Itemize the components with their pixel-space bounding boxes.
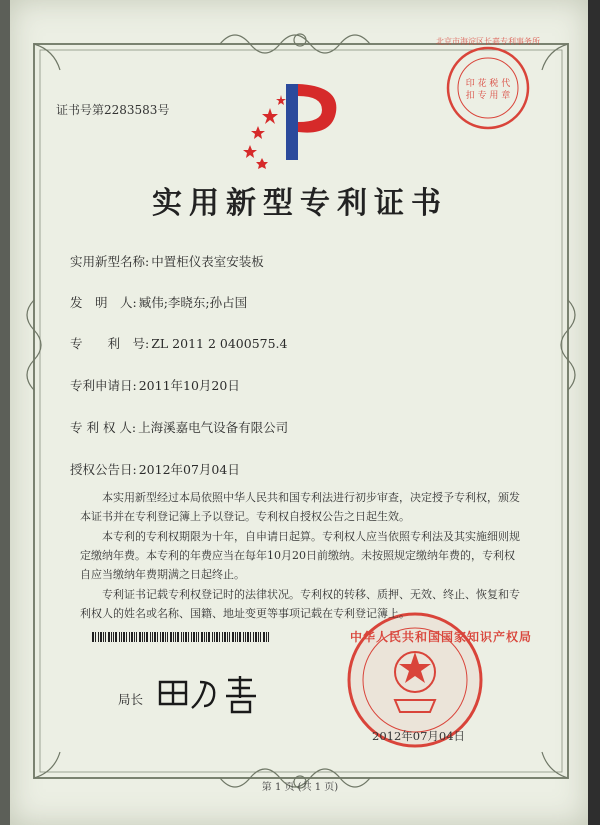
- barcode-bar: [229, 632, 230, 642]
- barcode-bar: [150, 632, 151, 642]
- field-value: 2011年10月20日: [138, 378, 240, 393]
- field-inventors: [70, 293, 247, 311]
- barcode-bar: [208, 632, 210, 642]
- barcode-bar: [162, 632, 164, 642]
- barcode-bar: [255, 632, 257, 642]
- paragraph-legal-status: 专利证书记载专利权登记时的法律状况。专利权的转移、质押、无效、终止、恢复和专利权人的姓名或名称、国籍、地址变更等事项记载在专利登记簿上。: [80, 588, 520, 620]
- barcode-bar: [152, 632, 153, 642]
- field-value: 中置柜仪表室安装板: [151, 254, 264, 269]
- barcode-bar: [227, 632, 228, 642]
- logo-star-4: [256, 158, 268, 169]
- barcode-bar: [108, 632, 110, 642]
- barcode-bar: [183, 632, 184, 642]
- field-value: 臧伟;李晓东;孙占国: [138, 295, 248, 310]
- barcode-bar: [201, 632, 203, 642]
- barcode-bar: [258, 632, 259, 642]
- barcode-bar: [245, 632, 246, 642]
- seal-date: 2012年07月04日: [372, 729, 466, 743]
- barcode-bar: [105, 632, 106, 642]
- barcode-bar: [129, 632, 130, 642]
- barcode-bar: [198, 632, 199, 642]
- barcode-bar: [222, 632, 223, 642]
- barcode-bar: [185, 632, 187, 642]
- barcode-bar: [142, 632, 143, 642]
- paragraph-term: 本专利的专利权期限为十年，自申请日起算。专利权人应当依照专利法及其实施细则规定缴纳年费。本专利的年费应当在每年10月20日前缴纳。未按照规定缴纳年费的，专利权自应当缴纳年费期满之日起终止。: [80, 530, 520, 581]
- barcode-bar: [268, 632, 269, 642]
- logo-star-2: [251, 126, 265, 139]
- barcode-bar: [170, 632, 172, 642]
- barcode-bar: [243, 632, 244, 642]
- barcode-bar: [214, 632, 215, 642]
- sipo-logo: [243, 84, 336, 169]
- barcode-bar: [131, 632, 133, 642]
- barcode-bar: [263, 632, 265, 642]
- barcode-bar: [113, 632, 114, 642]
- field-value: 上海溪嘉电气设备有限公司: [138, 420, 289, 435]
- logo-star-3: [243, 145, 257, 158]
- barcode-bar: [146, 632, 148, 642]
- field-label: 专利申请日:: [70, 378, 137, 393]
- barcode-bar: [111, 632, 112, 642]
- barcode-bar: [123, 632, 125, 642]
- barcode-bar: [196, 632, 197, 642]
- barcode-bar: [212, 632, 213, 642]
- field-value: ZL 2011 2 0400575.4: [151, 336, 288, 351]
- field-utility-model-name: [70, 252, 264, 270]
- field-application-date: [70, 376, 240, 394]
- barcode-bar: [134, 632, 135, 642]
- field-label: 专 利 权 人:: [70, 420, 137, 435]
- barcode-bar: [92, 632, 94, 642]
- field-label: 实用新型名称:: [70, 254, 150, 269]
- barcode-bar: [250, 632, 251, 642]
- barcode-bar: [266, 632, 267, 642]
- barcode-bar: [136, 632, 137, 642]
- barcode-bar: [115, 632, 117, 642]
- barcode-bar: [191, 632, 192, 642]
- barcode-bar: [204, 632, 205, 642]
- barcode-bar: [260, 632, 261, 642]
- page-number: 第 1 页 (共 1 页): [261, 782, 339, 793]
- director-signature: [160, 676, 256, 712]
- barcode-bar: [247, 632, 249, 642]
- tax-stamp-ring-text: 北京市海淀区长嘉专利事务所: [436, 37, 540, 46]
- field-patent-number: [70, 334, 288, 352]
- barcode-bar: [239, 632, 241, 642]
- certificate-title: 实用新型专利证书: [152, 186, 448, 221]
- barcode-bar: [181, 632, 182, 642]
- barcode-bar: [126, 632, 127, 642]
- barcode-bar: [100, 632, 102, 642]
- field-label: 发 明 人:: [70, 295, 137, 310]
- seal-ring-text: 中华人民共和国国家知识产权局: [350, 630, 533, 644]
- barcode-bar: [219, 632, 220, 642]
- logo-star-1: [262, 108, 278, 124]
- barcode-bar: [167, 632, 168, 642]
- barcode-bar: [160, 632, 161, 642]
- barcode: [92, 632, 272, 642]
- barcode-bar: [216, 632, 218, 642]
- barcode-bar: [177, 632, 179, 642]
- field-grant-date: [70, 460, 240, 478]
- field-value: 2012年07月04日: [138, 462, 240, 477]
- barcode-bar: [103, 632, 104, 642]
- barcode-bar: [237, 632, 238, 642]
- field-patentee: [70, 418, 288, 436]
- barcode-bar: [157, 632, 158, 642]
- field-label: 授权公告日:: [70, 462, 137, 477]
- barcode-bar: [173, 632, 174, 642]
- certificate-number: 证书号第2283583号: [56, 103, 170, 117]
- barcode-bar: [206, 632, 207, 642]
- barcode-bar: [224, 632, 226, 642]
- tax-stamp-inner-text: 印 花 税 代 扣 专 用 章: [465, 79, 511, 101]
- barcode-bar: [235, 632, 236, 642]
- barcode-bar: [139, 632, 141, 642]
- barcode-bar: [188, 632, 189, 642]
- barcode-bar: [95, 632, 96, 642]
- barcode-bar: [154, 632, 156, 642]
- barcode-bar: [165, 632, 166, 642]
- barcode-bar: [232, 632, 234, 642]
- barcode-bar: [119, 632, 120, 642]
- director-label: 局长: [118, 692, 144, 707]
- border-flourish: [27, 34, 575, 788]
- barcode-bar: [121, 632, 122, 642]
- barcode-bar: [253, 632, 254, 642]
- field-label: 专 利 号:: [70, 336, 150, 351]
- barcode-bar: [175, 632, 176, 642]
- barcode-bar: [144, 632, 145, 642]
- logo-star-5: [276, 95, 286, 105]
- barcode-bar: [98, 632, 99, 642]
- barcode-bar: [193, 632, 195, 642]
- paragraph-examination: 本实用新型经过本局依照中华人民共和国专利法进行初步审查，决定授予专利权，颁发本证书并在专利登记簿上予以登记。专利权自授权公告之日起生效。: [80, 491, 520, 523]
